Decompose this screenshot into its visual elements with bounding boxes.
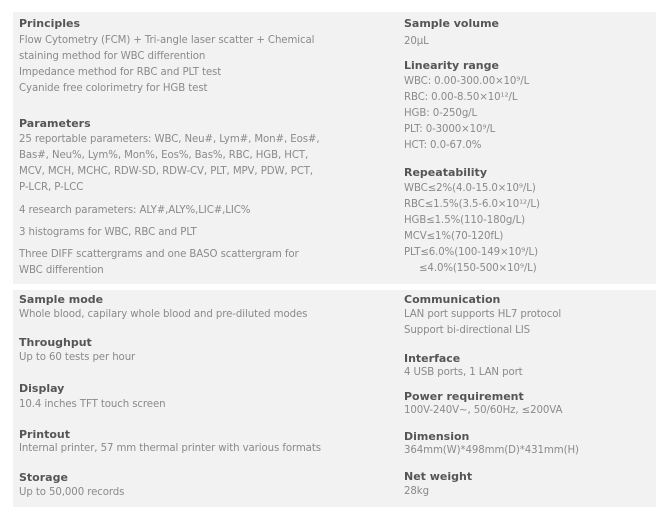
- interface-value: 4 USB ports, 1 LAN port: [404, 367, 523, 378]
- histograms: 3 histograms for WBC, RBC and PLT: [19, 227, 197, 238]
- interface-section: [404, 352, 523, 380]
- parameters-line: 25 reportable parameters: WBC, Neu#, Lym#, Mon#, Eos#,: [19, 134, 320, 145]
- throughput-value: Up to 60 tests per hour: [19, 352, 136, 363]
- repeatability-line: RBC≤1.5%(3.5-6.0×10¹²/L): [404, 199, 540, 210]
- linearity-line: WBC: 0.00-300.00×10⁹/L: [404, 76, 530, 87]
- dimension-section: [404, 430, 579, 458]
- communication-line: Support bi-directional LIS: [404, 325, 530, 336]
- parameters-title: Parameters: [19, 117, 91, 130]
- storage-section: [19, 471, 124, 500]
- sample-volume-section: [404, 16, 499, 50]
- linearity-line: RBC: 0.00-8.50×10¹²/L: [404, 92, 518, 103]
- interface-title: Interface: [404, 352, 461, 365]
- power-title: Power requirement: [404, 390, 524, 403]
- parameters-line: Bas#, Neu%, Lym%, Mon%, Eos%, Bas%, RBC, HGB, HCT,: [19, 150, 309, 161]
- research-parameters: 4 research parameters: ALY#,ALY%,LIC#,LIC%: [19, 205, 251, 216]
- throughput-title: Throughput: [19, 336, 92, 349]
- principles-line: Impedance method for RBC and PLT test: [19, 67, 222, 78]
- dimension-value: 364mm(W)*498mm(D)*431mm(H): [404, 445, 579, 456]
- net-weight-section: [404, 470, 472, 499]
- power-value: 100V-240V~, 50/60Hz, ≤200VA: [404, 405, 563, 416]
- principles-line: Cyanide free colorimetry for HGB test: [19, 83, 208, 94]
- communication-line: LAN port supports HL7 protocol: [404, 309, 562, 320]
- printout-title: Printout: [19, 428, 70, 441]
- linearity-section: [404, 58, 529, 154]
- printout-section: [19, 428, 321, 456]
- throughput-section: [19, 336, 135, 365]
- display-title: Display: [19, 382, 65, 395]
- display-value: 10.4 inches TFT touch screen: [19, 399, 166, 410]
- net-weight-value: 28kg: [404, 486, 429, 497]
- linearity-line: HGB: 0-250g/L: [404, 108, 478, 119]
- sample-volume-value: 20µL: [404, 36, 429, 47]
- sample-volume-title: Sample volume: [404, 17, 499, 30]
- power-section: [404, 390, 562, 418]
- parameters-line: P-LCR, P-LCC: [19, 182, 84, 193]
- repeatability-line: PLT≤6.0%(100-149×10⁹/L): [404, 247, 538, 258]
- repeatability-title: Repeatability: [404, 166, 487, 179]
- net-weight-title: Net weight: [404, 470, 473, 483]
- sample-mode-value: Whole blood, capilary whole blood and pre-diluted modes: [19, 309, 308, 320]
- repeatability-line: ≤4.0%(150-500×10⁹/L): [419, 263, 537, 274]
- principles-title: Principles: [19, 17, 81, 30]
- principles-line: staining method for WBC differention: [19, 51, 206, 62]
- sample-mode-section: [19, 293, 307, 322]
- repeatability-section: [404, 165, 540, 277]
- dimension-title: Dimension: [404, 430, 470, 443]
- parameters-section: [19, 116, 320, 279]
- communication-title: Communication: [404, 293, 501, 306]
- linearity-title: Linearity range: [404, 59, 499, 72]
- linearity-line: PLT: 0-3000×10⁹/L: [404, 124, 496, 135]
- storage-value: Up to 50,000 records: [19, 487, 125, 498]
- linearity-line: HCT: 0.0-67.0%: [404, 140, 482, 151]
- communication-section: [404, 293, 561, 338]
- display-section: [19, 382, 166, 412]
- scattergrams-line: Three DIFF scattergrams and one BASO scattergram for: [19, 249, 299, 260]
- repeatability-line: HGB≤1.5%(110-180g/L): [404, 215, 526, 226]
- storage-title: Storage: [19, 471, 68, 484]
- scattergrams-line: WBC differention: [19, 265, 104, 276]
- printout-value: Internal printer, 57 mm thermal printer with various formats: [19, 443, 321, 454]
- repeatability-line: MCV≤1%(70-120fL): [404, 231, 504, 242]
- principles-line: Flow Cytometry (FCM) + Tri-angle laser scatter + Chemical: [19, 35, 315, 46]
- repeatability-line: WBC≤2%(4.0-15.0×10⁹/L): [404, 183, 536, 194]
- sample-mode-title: Sample mode: [19, 293, 104, 306]
- parameters-line: MCV, MCH, MCHC, RDW-SD, RDW-CV, PLT, MPV, PDW, PCT,: [19, 166, 314, 177]
- principles-section: [19, 16, 314, 97]
